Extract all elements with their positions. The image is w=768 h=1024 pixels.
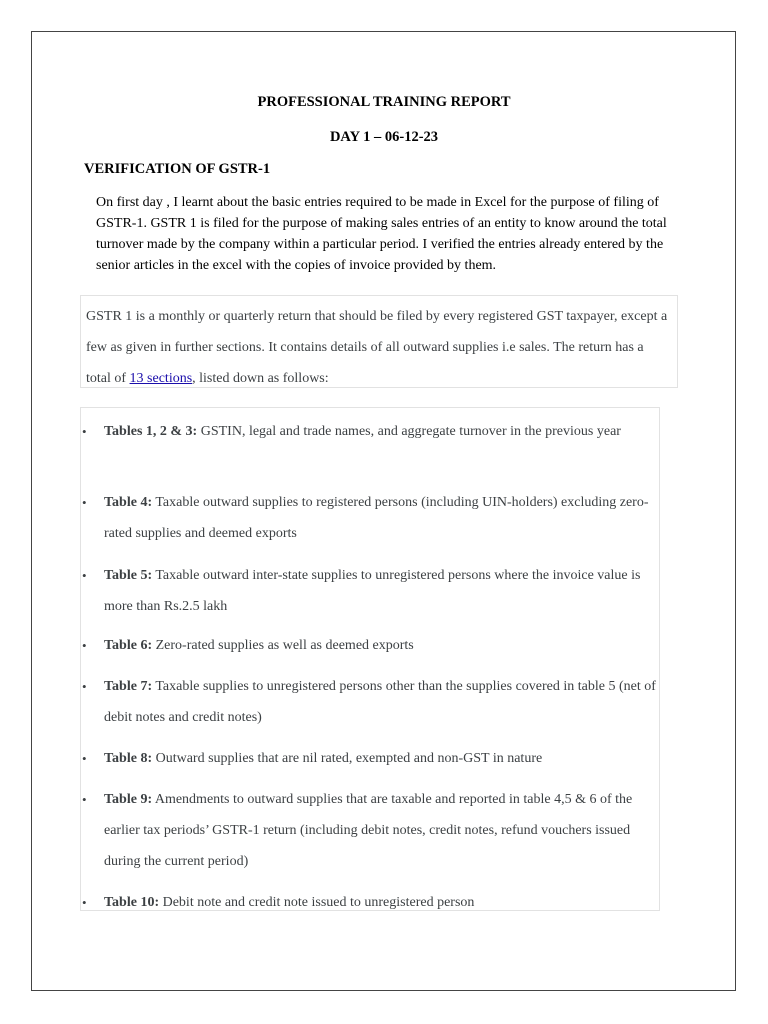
list-item-text: Taxable outward supplies to registered persons (including UIN-holders) excluding zero-rated supplies and deemed exports <box>104 495 649 541</box>
list-item-label: Table 4: <box>104 495 153 510</box>
bullet-icon: • <box>82 751 87 766</box>
sections-link[interactable]: 13 sections <box>129 371 193 386</box>
list-item-text: Amendments to outward supplies that are taxable and reported in table 4,5 & 6 of the earlier tax periods’ GSTR-1 return (including debit notes, credit notes, refund vouchers issued during the current period) <box>104 792 633 869</box>
list-item-table-8 <box>82 743 662 774</box>
list-item-text: Zero-rated supplies as well as deemed exports <box>152 638 414 653</box>
day-heading: DAY 1 – 06-12-23 <box>329 129 439 145</box>
bullet-icon: • <box>82 638 87 653</box>
list-item-text: Outward supplies that are nil rated, exempted and non-GST in nature <box>152 751 543 766</box>
list-item-tables-1-2-3 <box>82 416 662 447</box>
list-item-label: Table 10: <box>104 895 160 910</box>
bullet-icon: • <box>82 424 87 439</box>
report-title: PROFESSIONAL TRAINING REPORT <box>257 94 511 110</box>
quote-paragraph <box>86 301 671 394</box>
list-item-text: GSTIN, legal and trade names, and aggregate turnover in the previous year <box>197 424 621 439</box>
list-item-table-5 <box>82 560 662 622</box>
bullet-icon: • <box>82 568 87 583</box>
quote-text-before: GSTR 1 is a monthly or quarterly return that should be filed by every registered GST taxpayer, except a few as given in further sections. It contains details of all outward supplies i.e sales. The return has a total of <box>86 309 668 386</box>
list-item-label: Tables 1, 2 & 3: <box>104 424 198 439</box>
list-item-text: Taxable outward inter-state supplies to unregistered persons where the invoice value is more than Rs.2.5 lakh <box>104 568 641 614</box>
list-item-label: Table 7: <box>104 679 153 694</box>
list-item-label: Table 5: <box>104 568 153 583</box>
list-item-label: Table 8: <box>104 751 153 766</box>
list-item-table-10 <box>82 887 662 918</box>
list-item-table-4 <box>82 487 662 549</box>
list-item-label: Table 9: <box>104 792 153 807</box>
bullet-icon: • <box>82 495 87 510</box>
list-item-text: Debit note and credit note issued to unregistered person <box>159 895 475 910</box>
list-item-table-9 <box>82 784 662 877</box>
list-item-table-6 <box>82 630 662 661</box>
quote-text-after: , listed down as follows: <box>192 371 329 386</box>
section-heading: VERIFICATION OF GSTR-1 <box>84 161 271 177</box>
list-item-text: Taxable supplies to unregistered persons other than the supplies covered in table 5 (net of debit notes and credit notes) <box>104 679 656 725</box>
tables-list-box <box>80 407 660 911</box>
list-item-table-7 <box>82 671 662 733</box>
bullet-icon: • <box>82 792 87 807</box>
list-item-label: Table 6: <box>104 638 153 653</box>
intro-paragraph: On first day , I learnt about the basic entries required to be made in Excel for the purpose of filing of GSTR-1. GSTR 1 is filed for the purpose of making sales entries of an entity to know around the total turnover made by the company within a particular period. I verified the entries already entered by the senior articles in the excel with the copies of invoice provided by them. <box>96 195 667 273</box>
quote-box <box>80 295 678 388</box>
bullet-icon: • <box>82 679 87 694</box>
bullet-icon: • <box>82 895 87 910</box>
